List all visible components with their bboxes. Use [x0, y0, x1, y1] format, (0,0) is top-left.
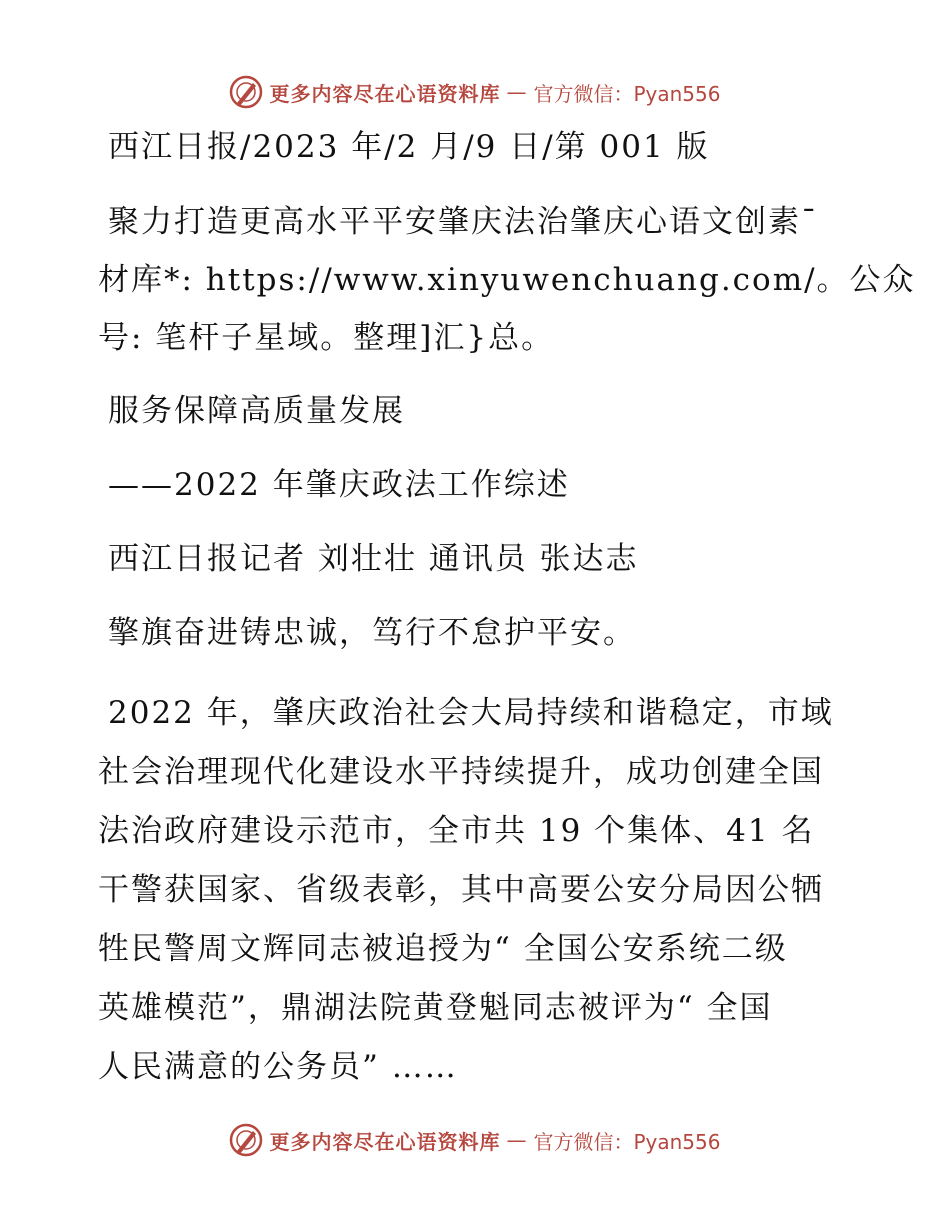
body-line-4: 干警获国家、省级表彰，其中高要公安分局因公牺 [98, 872, 824, 908]
banner-text: 更多内容尽在心语资料库 [269, 81, 501, 106]
heading-line-1: 聚力打造更高水平平安肇庆法治肇庆心语文创素¯ [108, 204, 819, 240]
banner-text: 更多内容尽在心语资料库 [269, 1129, 501, 1154]
body-paragraph [98, 684, 848, 1097]
pen-logo-icon [229, 1123, 263, 1157]
article-title: 服务保障高质量发展 [108, 393, 405, 429]
banner-dash: — [506, 80, 528, 104]
body-line-3: 法治政府建设示范市，全市共 19 个集体、41 名 [98, 813, 815, 849]
banner-wechat: 官方微信：Pyan556 [533, 1129, 721, 1154]
body-line-6: 英雄模范”，鼎湖法院黄登魁同志被评为“ 全国 [98, 990, 773, 1026]
heading-line-3: 号: 笔杆子星域。整理]汇}总。 [98, 320, 555, 356]
header-banner [0, 72, 950, 112]
dateline: 西江日报/2023 年/2 月/9 日/第 001 版 [108, 129, 710, 165]
pen-logo-icon [229, 75, 263, 109]
lead-sentence: 擎旗奋进铸忠诚，笃行不怠护平安。 [108, 615, 636, 651]
article-subtitle: ——2022 年肇庆政法工作综述 [108, 467, 570, 503]
body-line-1: 2022 年，肇庆政治社会大局持续和谐稳定，市域 [108, 695, 834, 731]
banner-dash: — [506, 1128, 528, 1152]
banner-wechat: 官方微信：Pyan556 [533, 81, 721, 106]
footer-banner [0, 1120, 950, 1160]
body-line-5: 牲民警周文辉同志被追授为“ 全国公安系统二级 [98, 931, 788, 967]
body-line-2: 社会治理现代化建设水平持续提升，成功创建全国 [98, 754, 824, 790]
heading-line-2: 材库*: https://www.xinyuwenchuang.com/。公众 [98, 262, 916, 298]
body-line-7: 人民满意的公务员” …… [98, 1049, 458, 1085]
byline: 西江日报记者 刘壮壮 通讯员 张达志 [108, 541, 639, 577]
